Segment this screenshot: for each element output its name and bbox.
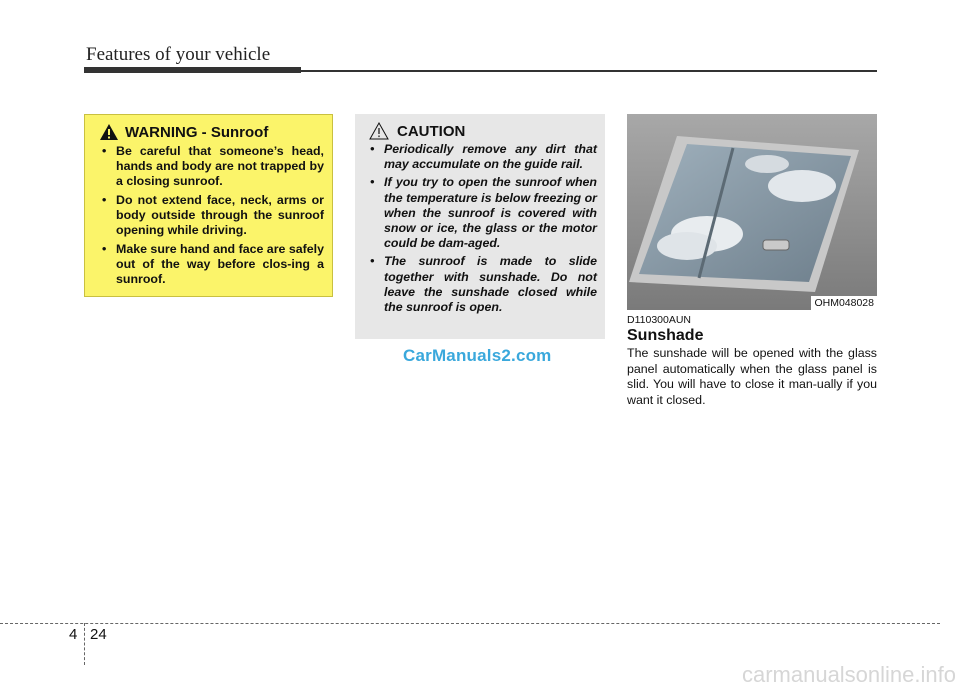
warning-item: • Make sure hand and face are safely out of the way before clos-ing a sunroof. [93, 242, 324, 287]
sunroof-photo [627, 114, 877, 310]
caution-triangle-icon [369, 122, 389, 140]
section-code: D110300AUN [627, 314, 692, 326]
warning-item: • Be careful that someone’s head, hands and body are not trapped by a closing sunroof. [93, 144, 324, 189]
caution-item: • Periodically remove any dirt that may accumulate on the guide rail. [361, 142, 597, 172]
footer-vertical-divider [84, 623, 85, 665]
warning-triangle-icon [99, 123, 119, 141]
caution-item: • The sunroof is made to slide together with sunshade. Do not leave the sunshade closed while the sunroof is open. [361, 254, 597, 315]
site-watermark: carmanualsonline.info [741, 662, 956, 687]
warning-list [93, 144, 324, 287]
sunroof-illustration [627, 114, 877, 310]
header-rule-thick [84, 67, 301, 73]
caution-box [355, 114, 605, 339]
caution-header [369, 122, 597, 140]
section-title: Sunshade [627, 327, 704, 344]
caution-item: • If you try to open the sunroof when the temperature is below freezing or when the sunroof is covered with snow or ice, the glass or the motor could be dam-aged. [361, 175, 597, 251]
footer-divider [0, 623, 940, 624]
page-number: 24 [90, 626, 107, 643]
warning-box [84, 114, 333, 297]
chapter-number: 4 [69, 626, 78, 643]
carmanuals-watermark: CarManuals2.com [403, 346, 552, 365]
warning-header [99, 123, 324, 141]
page-header-title: Features of your vehicle [86, 44, 271, 65]
warning-item: • Do not extend face, neck, arms or body outside through the sunroof opening while driving. [93, 193, 324, 238]
section-body: The sunshade will be opened with the glass panel automatically when the glass panel is slid. You will have to close it man-ually if you want it closed. [627, 346, 877, 407]
caution-title: CAUTION [397, 122, 466, 140]
header-rule-thin [301, 70, 877, 72]
caution-list [361, 142, 597, 315]
figure-label: OHM048028 [811, 296, 877, 310]
warning-title: WARNING - Sunroof [125, 123, 269, 141]
